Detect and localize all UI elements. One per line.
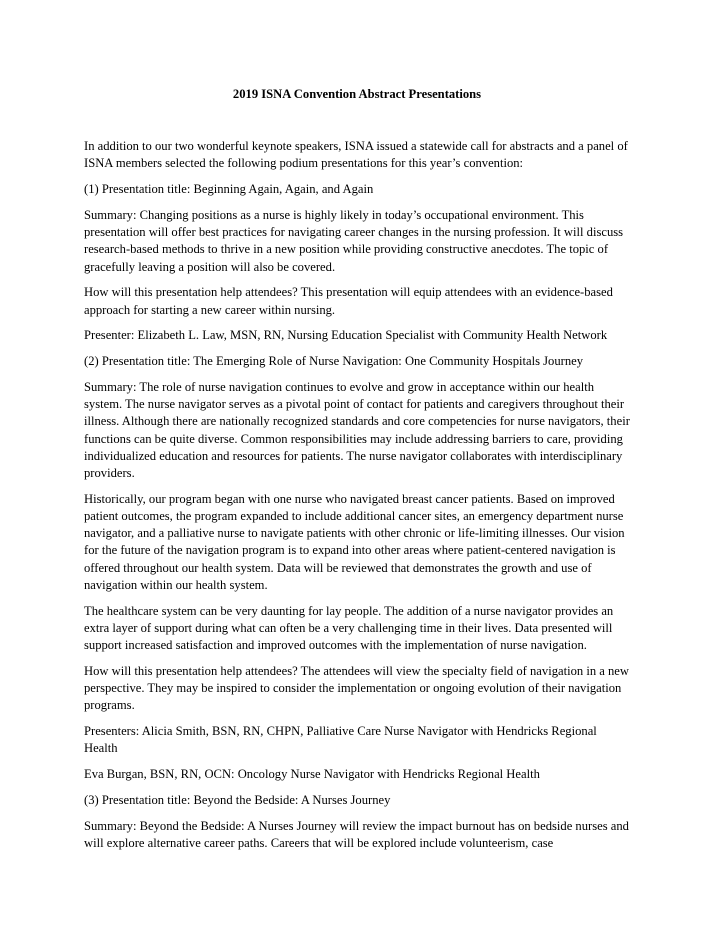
document-body — [84, 138, 630, 852]
presentation-1-benefit: How will this presentation help attendees? This presentation will equip attendees with an evidence-based approach for starting a new career within nursing. — [84, 285, 613, 317]
presentation-3-title: (3) Presentation title: Beyond the Bedside: A Nurses Journey — [84, 792, 391, 807]
presentation-2-presenters: Presenters: Alicia Smith, BSN, RN, CHPN, Palliative Care Nurse Navigator with Hendricks Regional Health — [84, 724, 597, 756]
presentation-2-support: The healthcare system can be very daunting for lay people. The addition of a nurse navigator provides an extra layer of support during what can often be a very challenging time in their lives. Data presented will support increased satisfaction and improved outcomes with the implementation of nurse navigation. — [84, 603, 614, 653]
presentation-2-benefit: How will this presentation help attendees? The attendees will view the specialty field of navigation in a new perspective. They may be inspired to consider the implementation or ongoing evolution of their navigation programs. — [84, 663, 629, 713]
document-title: 2019 ISNA Convention Abstract Presentations — [232, 87, 482, 101]
presentation-2-presenter-2: Eva Burgan, BSN, RN, OCN: Oncology Nurse Navigator with Hendricks Regional Health — [84, 767, 540, 782]
presentation-1-summary: Summary: Changing positions as a nurse is highly likely in today’s occupational environment. This presentation will offer best practices for navigating career changes in the nursing profession. It will discuss research-based methods to thrive in a new position while providing constructive anecdotes. The topic of gracefully leaving a position will also be covered. — [84, 208, 624, 274]
presentation-1-title: (1) Presentation title: Beginning Again, Again, and Again — [84, 182, 374, 197]
presentation-2-summary: Summary: The role of nurse navigation continues to evolve and grow in acceptance within our health system. The nurse navigator serves as a pivotal point of contact for patients and caregivers throughout their illness. Although there are nationally recognized standards and core competencies for nurse navigators, their functions can be quite diverse. Common responsibilities may include addressing barriers to care, providing individualized education and resources for patients. The nurse navigator collaborates with interdisciplinary providers. — [84, 380, 630, 481]
presentation-2-history: Historically, our program began with one nurse who navigated breast cancer patients. Based on improved patient outcomes, the program expanded to include additional cancer sites, an emergency department nurse navigator, and a palliative nurse to navigate patients with other chronic or life-limiting illnesses. Our vision for the future of the navigation program is to expand into other areas where patient-centered navigation is offered throughout our health system. Data will be reviewed that demonstrates the growth and use of navigation within our health system. — [84, 491, 625, 592]
presentation-1-presenter: Presenter: Elizabeth L. Law, MSN, RN, Nursing Education Specialist with Community Health Network — [84, 328, 608, 343]
intro-paragraph: In addition to our two wonderful keynote speakers, ISNA issued a statewide call for abstracts and a panel of ISNA members selected the following podium presentations for this year’s convention: — [84, 139, 628, 171]
presentation-2-title: (2) Presentation title: The Emerging Role of Nurse Navigation: One Community Hospitals Journey — [84, 354, 584, 369]
presentation-3-summary: Summary: Beyond the Bedside: A Nurses Journey will review the impact burnout has on bedside nurses and will explore alternative career paths. Careers that will be explored include volunteerism, case — [84, 818, 629, 850]
